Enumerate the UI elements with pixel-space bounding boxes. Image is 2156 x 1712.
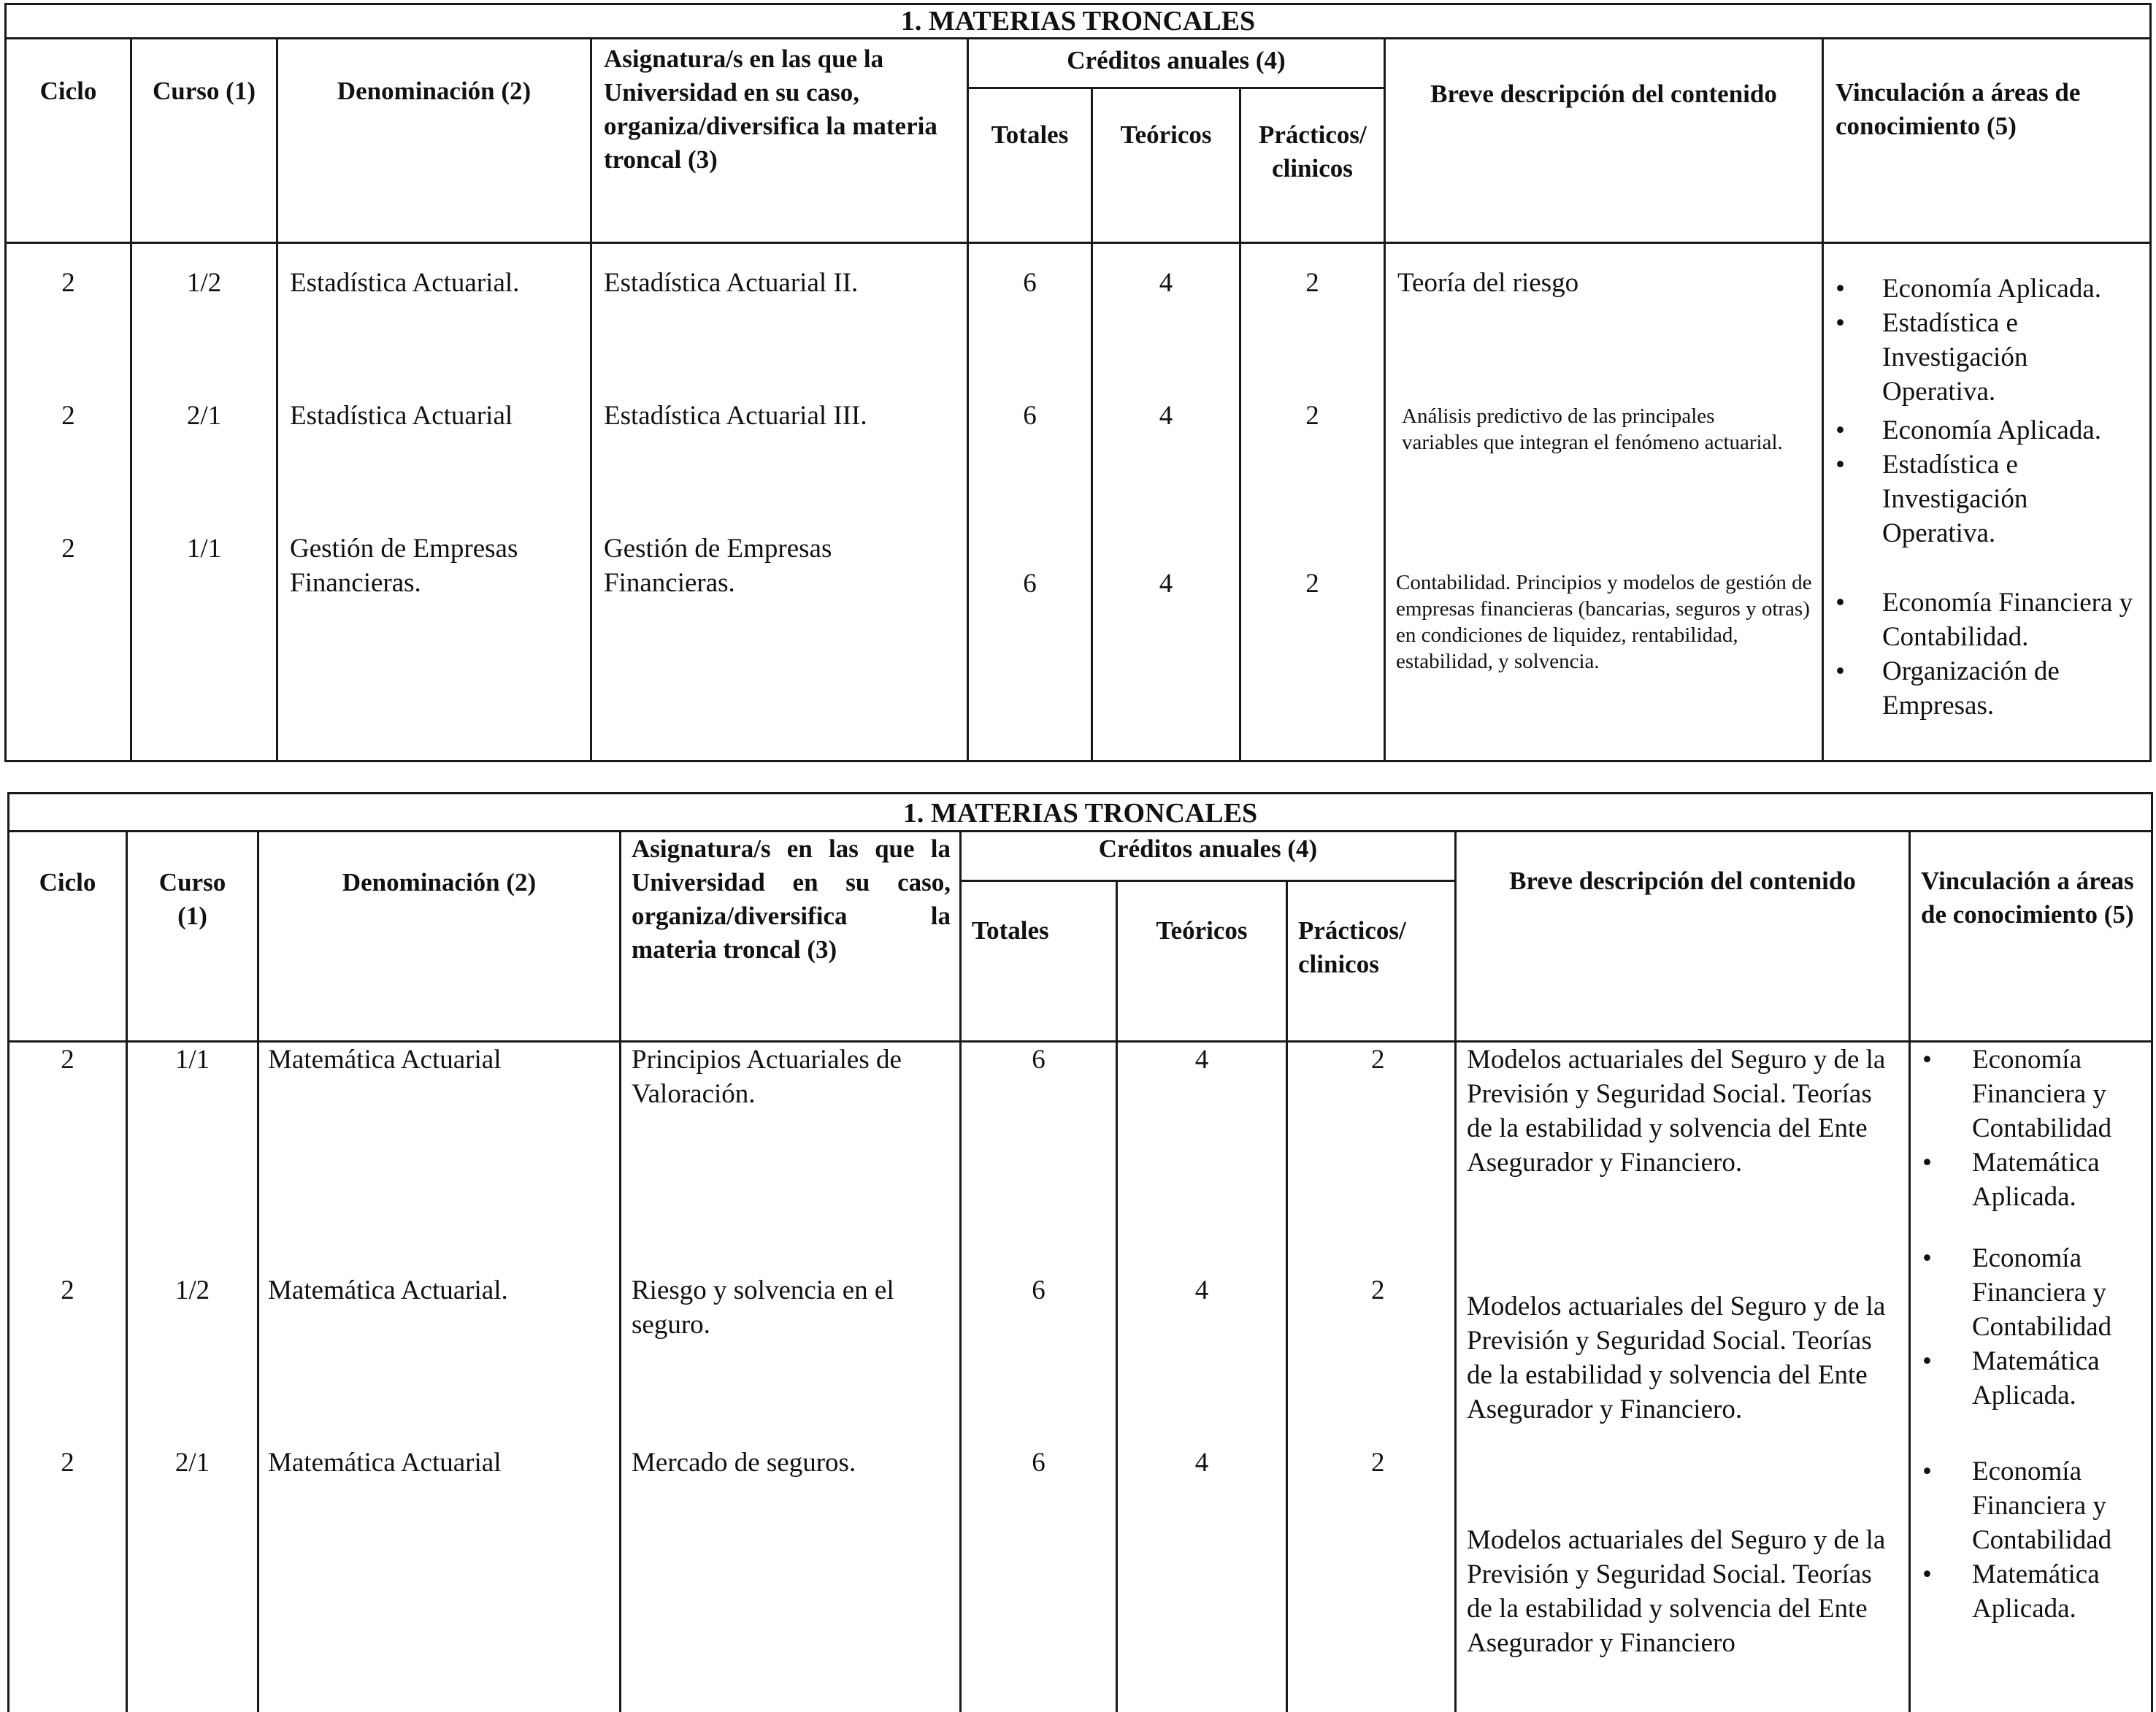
- column-vinculacion: [1910, 1042, 2152, 1712]
- header-descripcion: Breve descripción del contenido: [1385, 39, 1823, 243]
- table-row-3-areas: [1911, 1454, 2151, 1626]
- table-row-3-totales: 6: [962, 1446, 1116, 1480]
- column-totales: [961, 1042, 1117, 1712]
- column-asignatura: [621, 1042, 961, 1712]
- column-vinculacion: [1823, 243, 2151, 761]
- header-curso: Curso (1): [127, 832, 258, 1042]
- table-row-3-practicos: 2: [1288, 1446, 1454, 1480]
- header-vinculacion: Vinculación a áreas de conocimiento (5): [1910, 832, 2152, 1042]
- column-descripcion: [1456, 1042, 1910, 1712]
- table-row-2-ciclo: 2: [7, 399, 130, 433]
- table-row-3-descripcion: Contabilidad. Principios y modelos de gestión de empresas financieras (bancarias, seguros y otras) en condiciones de liquidez, rentabilidad, estabilidad, y solvencia.: [1386, 569, 1822, 675]
- table-row-2-denominacion: Matemática Actuarial.: [259, 1273, 619, 1308]
- area-item: • Economía Aplicada.: [1824, 413, 2149, 448]
- area-item: • Matemática Aplicada.: [1911, 1557, 2151, 1626]
- table-title: 1. MATERIAS TRONCALES: [6, 4, 2151, 39]
- table-row-1-areas: [1824, 272, 2149, 409]
- area-item: • Estadística e Investigación Operativa.: [1824, 448, 2149, 550]
- table-row-1-areas: [1911, 1043, 2151, 1214]
- header-descripcion: Breve descripción del contenido: [1456, 832, 1910, 1042]
- column-ciclo: [9, 1042, 127, 1712]
- table-row-1-asignatura: Estadística Actuarial II.: [592, 266, 967, 300]
- header-practicos: Prácticos/ clinicos: [1240, 88, 1385, 243]
- table-row-2-areas: [1824, 413, 2149, 550]
- area-item: • Organización de Empresas.: [1824, 654, 2149, 723]
- header-totales: Totales: [961, 881, 1117, 1042]
- table-row-2-ciclo: 2: [9, 1273, 126, 1308]
- table-row-3-curso: 1/1: [132, 531, 276, 566]
- table-row-1-totales: 6: [962, 1043, 1116, 1077]
- table-row-2-denominacion: Estadística Actuarial: [278, 399, 590, 433]
- table-row-2-descripcion: Modelos actuariales del Seguro y de la Previsión y Seguridad Social. Teorías de la estabilidad y solvencia del Ente Asegurador y Financiero.: [1457, 1289, 1908, 1427]
- table-row-2-asignatura: Estadística Actuarial III.: [592, 399, 967, 433]
- column-totales: [968, 243, 1092, 761]
- table-row-3-teoricos: 4: [1118, 1446, 1286, 1480]
- header-denominacion: Denominación (2): [258, 832, 621, 1042]
- area-item: • Estadística e Investigación Operativa.: [1824, 306, 2149, 409]
- header-practicos: Prácticos/ clinicos: [1287, 881, 1456, 1042]
- table-row-1-ciclo: 2: [7, 266, 130, 300]
- table-row-1-curso: 1/1: [128, 1043, 257, 1077]
- column-denominacion: [258, 1042, 621, 1712]
- table-row-3-asignatura: Mercado de seguros.: [621, 1446, 959, 1480]
- table-row-2-practicos: 2: [1288, 1273, 1454, 1308]
- table-row-3-teoricos: 4: [1093, 567, 1239, 601]
- header-curso: Curso (1): [131, 39, 277, 243]
- table-row-1-teoricos: 4: [1118, 1043, 1286, 1077]
- table-row-2-areas: [1911, 1241, 2151, 1413]
- table-row-3-totales: 6: [969, 567, 1091, 601]
- area-item: • Matemática Aplicada.: [1911, 1344, 2151, 1413]
- column-asignatura: [591, 243, 968, 761]
- header-teoricos: Teóricos: [1092, 88, 1240, 243]
- table-row-1-practicos: 2: [1241, 266, 1384, 300]
- table-row-1-curso: 1/2: [132, 266, 276, 300]
- table-row-1-asignatura: Principios Actuariales de Valoración.: [621, 1043, 959, 1111]
- table-row-2-curso: 2/1: [132, 399, 276, 433]
- table-row-1-teoricos: 4: [1093, 266, 1239, 300]
- header-totales: Totales: [968, 88, 1092, 243]
- table-row-1-descripcion: Teoría del riesgo: [1386, 266, 1822, 300]
- materias-troncales-table-2: [7, 792, 2153, 1712]
- table-row-2-curso: 1/2: [128, 1273, 257, 1308]
- header-asignatura: Asignatura/s en las que la Universidad en su caso, organiza/diversifica la materia troncal (3): [591, 39, 968, 243]
- header-creditos: Créditos anuales (4): [961, 832, 1456, 881]
- column-descripcion: [1385, 243, 1823, 761]
- area-item: • Matemática Aplicada.: [1911, 1145, 2151, 1214]
- table-row-2-totales: 6: [969, 399, 1091, 433]
- table-row-2-descripcion: Análisis predictivo de las principales variables que integran el fenómeno actuarial.: [1386, 403, 1822, 456]
- header-creditos: Créditos anuales (4): [968, 39, 1385, 88]
- table-row-3-ciclo: 2: [9, 1446, 126, 1480]
- table-row-2-practicos: 2: [1241, 399, 1384, 433]
- table-row-3-asignatura: Gestión de Empresas Financieras.: [592, 531, 967, 600]
- column-practicos: [1287, 1042, 1456, 1712]
- table-row-2-asignatura: Riesgo y solvencia en el seguro.: [621, 1273, 959, 1342]
- header-teoricos: Teóricos: [1117, 881, 1287, 1042]
- header-denominacion: Denominación (2): [277, 39, 591, 243]
- header-asignatura: Asignatura/s en las que la Universidad en su caso, organiza/diversifica la materia troncal (3): [621, 832, 961, 1042]
- header-ciclo: Ciclo: [6, 39, 131, 243]
- table-row-1-ciclo: 2: [9, 1043, 126, 1077]
- area-item: • Economía Financiera y Contabilidad: [1911, 1454, 2151, 1557]
- table-row-1-practicos: 2: [1288, 1043, 1454, 1077]
- table-row-3-practicos: 2: [1241, 567, 1384, 601]
- table-row-1-denominacion: Estadística Actuarial.: [278, 266, 590, 300]
- table-row-1-denominacion: Matemática Actuarial: [259, 1043, 619, 1077]
- table-row-2-teoricos: 4: [1093, 399, 1239, 433]
- table-row-3-ciclo: 2: [7, 531, 130, 566]
- table-row-3-denominacion: Matemática Actuarial: [259, 1446, 619, 1480]
- table-row-3-denominacion: Gestión de Empresas Financieras.: [278, 531, 590, 600]
- header-ciclo: Ciclo: [9, 832, 127, 1042]
- table-row-3-areas: [1824, 586, 2149, 723]
- table-row-3-descripcion: Modelos actuariales del Seguro y de la Previsión y Seguridad Social. Teorías de la estabilidad y solvencia del Ente Asegurador y Financiero: [1457, 1523, 1908, 1660]
- area-item: • Economía Financiera y Contabilidad.: [1824, 586, 2149, 654]
- table-row-2-teoricos: 4: [1118, 1273, 1286, 1308]
- area-item: • Economía Financiera y Contabilidad: [1911, 1043, 2151, 1145]
- table-row-1-totales: 6: [969, 266, 1091, 300]
- materias-troncales-table-1: [4, 3, 2152, 762]
- column-ciclo: [6, 243, 131, 761]
- area-item: • Economía Financiera y Contabilidad: [1911, 1241, 2151, 1344]
- column-practicos: [1240, 243, 1385, 761]
- area-item: • Economía Aplicada.: [1824, 272, 2149, 306]
- table-row-2-totales: 6: [962, 1273, 1116, 1308]
- column-teoricos: [1092, 243, 1240, 761]
- header-vinculacion: Vinculación a áreas de conocimiento (5): [1823, 39, 2151, 243]
- column-curso: [127, 1042, 258, 1712]
- column-teoricos: [1117, 1042, 1287, 1712]
- column-denominacion: [277, 243, 591, 761]
- table-row-3-curso: 2/1: [128, 1446, 257, 1480]
- column-curso: [131, 243, 277, 761]
- table-title: 1. MATERIAS TRONCALES: [9, 794, 2152, 832]
- table-row-1-descripcion: Modelos actuariales del Seguro y de la Previsión y Seguridad Social. Teorías de la estabilidad y solvencia del Ente Asegurador y Financiero.: [1457, 1043, 1908, 1180]
